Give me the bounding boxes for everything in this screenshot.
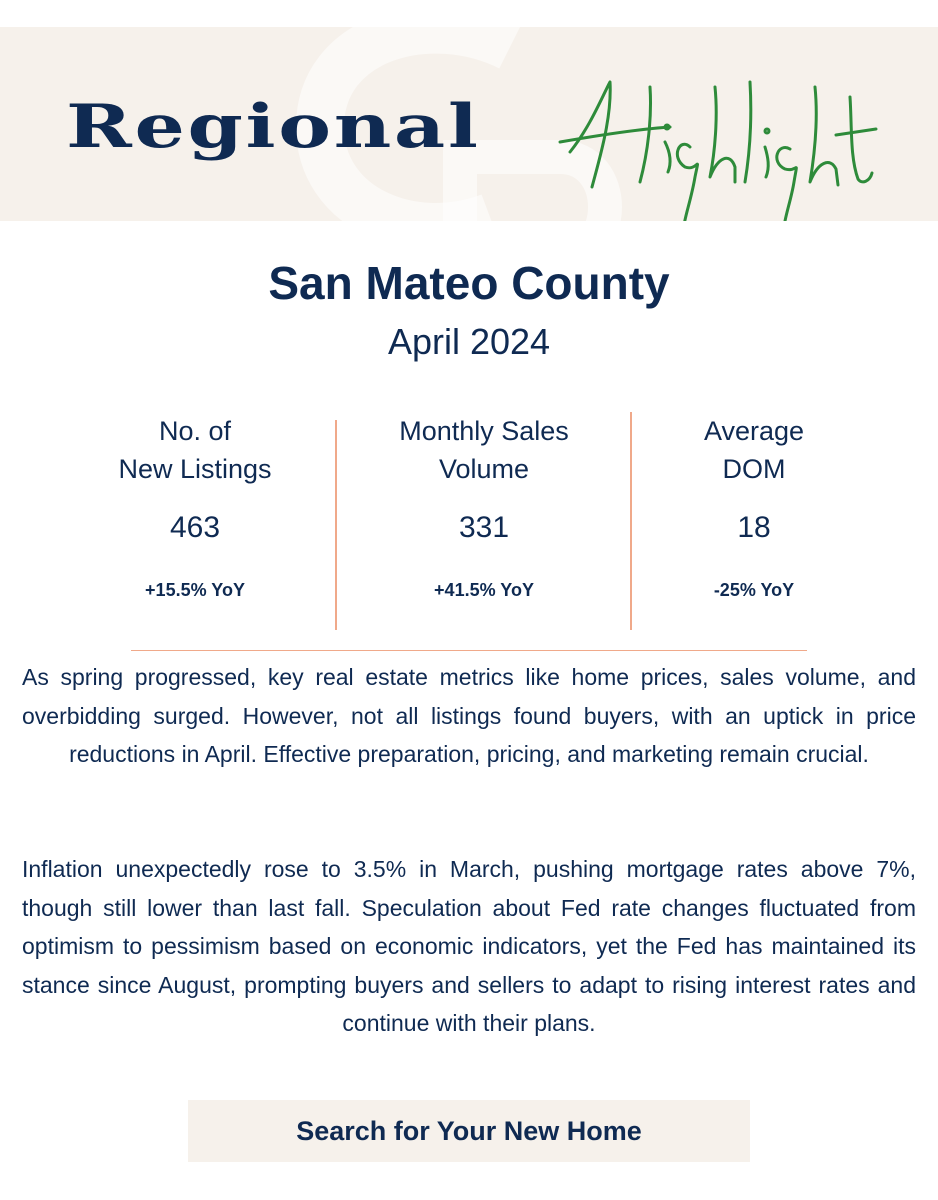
banner-title: Regional [66,92,481,162]
section-divider [131,650,807,651]
stat-new-listings [65,412,325,601]
stat-sales-volume [354,412,614,601]
stat-average-dom [624,412,884,601]
stat-label: Average DOM [703,416,805,484]
highlight-script-icon [540,57,880,221]
stat-change: +15.5% YoY [145,580,245,600]
stat-divider [335,420,337,630]
county-title: San Mateo County [268,257,670,309]
market-summary-paragraph: As spring progressed, key real estate metrics like home prices, sales volume, and overbidding surged. However, not all listings found buyers, with an uptick in price reductions in April. Effective preparation, pricing, and marketing remain crucial. [22,664,916,767]
regional-highlight-banner [0,27,938,221]
search-new-home-button[interactable]: Search for Your New Home [188,1100,750,1162]
stat-value: 331 [458,511,510,544]
stats-panel [60,412,878,632]
stat-change: -25% YoY [713,580,795,600]
stat-label: No. of New Listings [118,416,272,484]
stat-change: +41.5% YoY [434,580,534,600]
rates-summary-paragraph: Inflation unexpectedly rose to 3.5% in March, pushing mortgage rates above 7%, though still lower than last fall. Speculation about Fed rate changes fluctuated from optimism to pessimism based on economic indicators, yet the Fed has maintained its stance since August, prompting buyers and sellers to adapt to rising interest rates and continue with their plans. [22,856,916,1036]
report-period: April 2024 [387,321,551,362]
stat-label: Monthly Sales Volume [399,416,569,484]
stat-value: 18 [737,511,771,544]
stat-value: 463 [169,511,221,544]
